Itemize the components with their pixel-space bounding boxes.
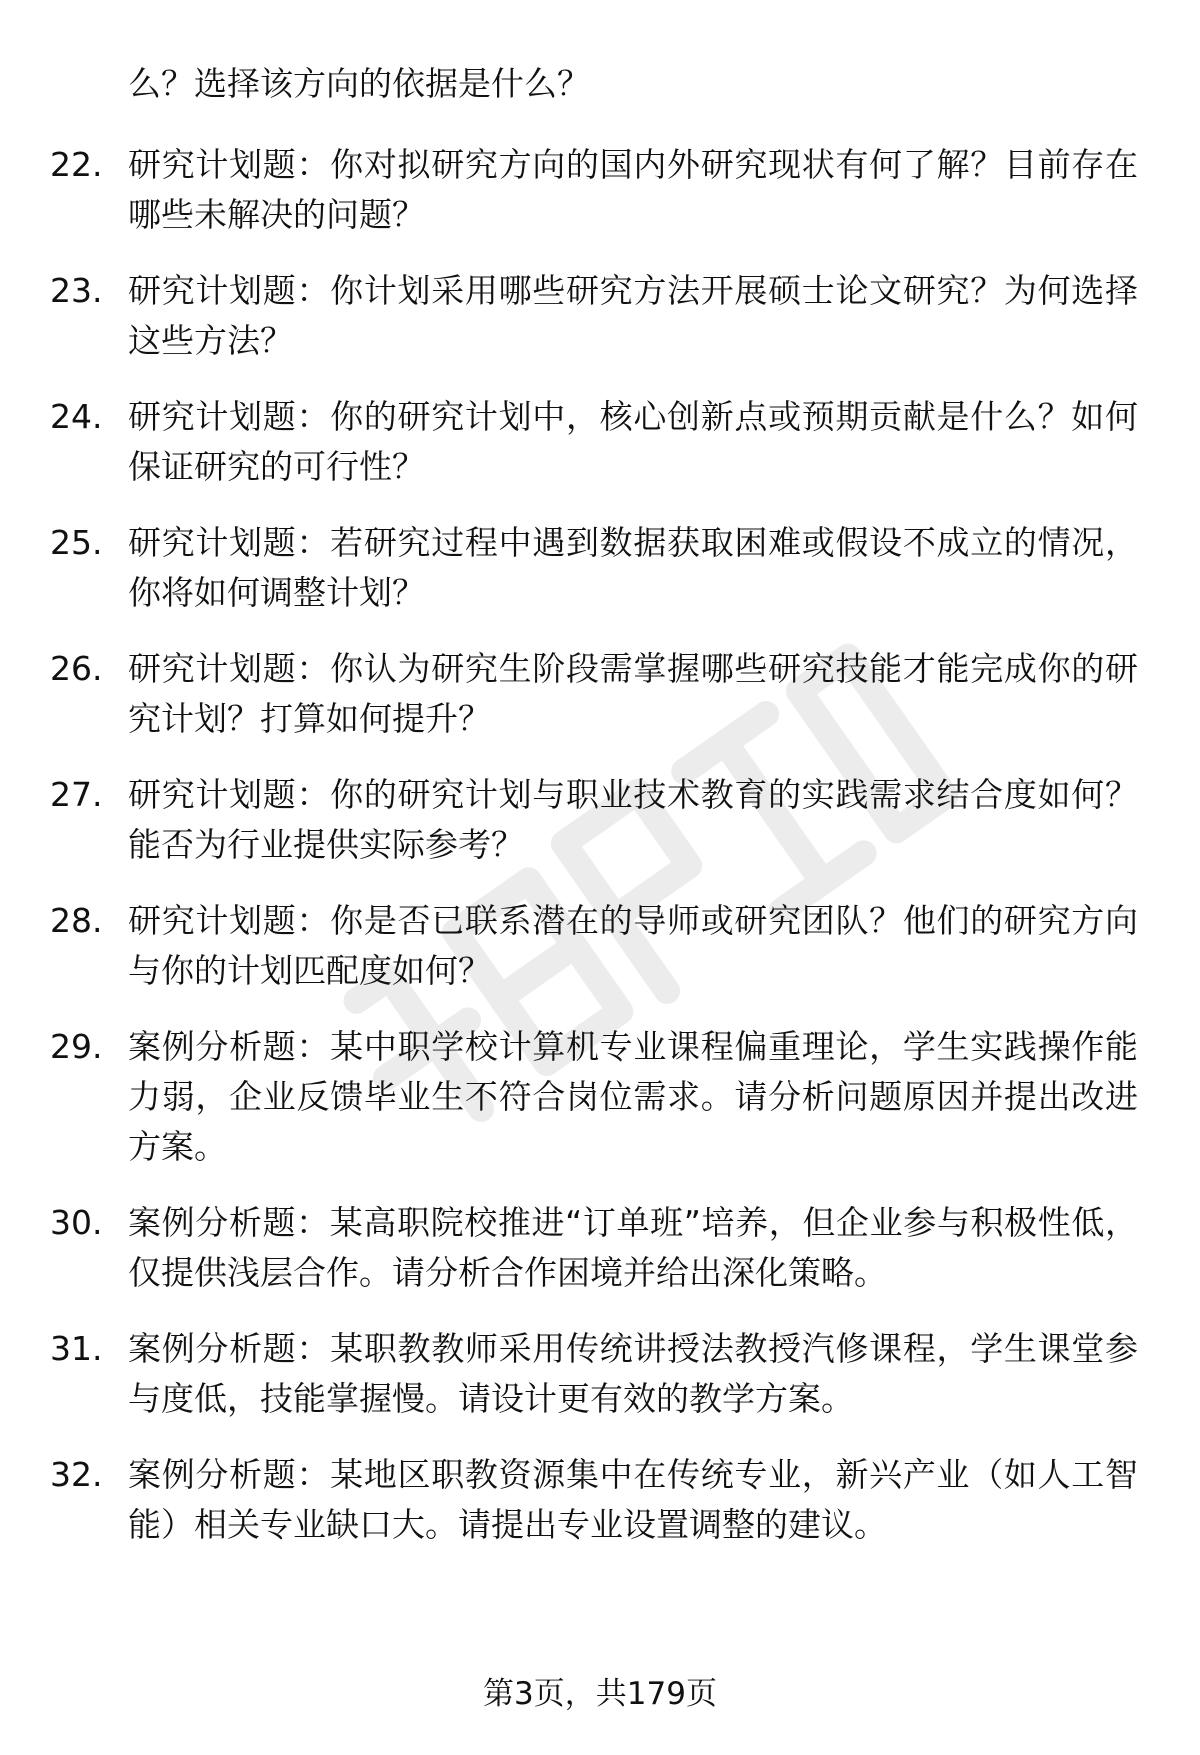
- question-item: [50, 1324, 1150, 1424]
- question-item: [50, 140, 1150, 240]
- question-text: 研究计划题：你计划采用哪些研究方法开展硕士论文研究？为何选择这些方法？: [128, 271, 1138, 360]
- question-item: [50, 1450, 1150, 1550]
- question-text: 案例分析题：某职教教师采用传统讲授法教授汽修课程，学生课堂参与度低，技能掌握慢。请设计更有效的教学方案。: [128, 1329, 1138, 1418]
- question-number: 23.: [50, 271, 103, 310]
- question-text: 案例分析题：某地区职教资源集中在传统专业，新兴产业（如人工智能）相关专业缺口大。请提出专业设置调整的建议。: [128, 1455, 1138, 1544]
- question-text: 研究计划题：你的研究计划与职业技术教育的实践需求结合度如何？能否为行业提供实际参考？: [128, 775, 1138, 864]
- question-item: [50, 1022, 1150, 1172]
- question-item: [50, 392, 1150, 492]
- question-number: 29.: [50, 1027, 103, 1066]
- question-item: [50, 896, 1150, 996]
- question-number: 27.: [50, 775, 103, 814]
- question-item: [50, 1198, 1150, 1298]
- question-text: 研究计划题：若研究过程中遇到数据获取困难或假设不成立的情况，你将如何调整计划？: [128, 523, 1138, 612]
- question-text: 案例分析题：某中职学校计算机专业课程偏重理论，学生实践操作能力弱，企业反馈毕业生不符合岗位需求。请分析问题原因并提出改进方案。: [128, 1027, 1138, 1166]
- question-number: 24.: [50, 397, 103, 436]
- question-number: 32.: [50, 1455, 103, 1494]
- question-number: 26.: [50, 649, 103, 688]
- question-number: 30.: [50, 1203, 103, 1242]
- question-text: 案例分析题：某高职院校推进“订单班”培养，但企业参与积极性低，仅提供浅层合作。请分析合作困境并给出深化策略。: [128, 1203, 1138, 1292]
- question-number: 25.: [50, 523, 103, 562]
- question-list: [50, 140, 1150, 1576]
- page-number-footer: 第3页，共179页: [483, 1676, 717, 1712]
- question-text: 研究计划题：你对拟研究方向的国内外研究现状有何了解？目前存在哪些未解决的问题？: [128, 145, 1138, 234]
- question-text: 研究计划题：你认为研究生阶段需掌握哪些研究技能才能完成你的研究计划？打算如何提升？: [128, 649, 1138, 738]
- question-number: 28.: [50, 901, 103, 940]
- question-item: [50, 644, 1150, 744]
- question-item: [50, 770, 1150, 870]
- question-text: 研究计划题：你的研究计划中，核心创新点或预期贡献是什么？如何保证研究的可行性？: [128, 397, 1138, 486]
- question-item: [50, 266, 1150, 366]
- question-item: [50, 518, 1150, 618]
- question-number: 22.: [50, 145, 103, 184]
- question-number: 31.: [50, 1329, 103, 1368]
- continued-question-text: 么？选择该方向的依据是什么？: [128, 64, 590, 103]
- question-text: 研究计划题：你是否已联系潜在的导师或研究团队？他们的研究方向与你的计划匹配度如何？: [128, 901, 1138, 990]
